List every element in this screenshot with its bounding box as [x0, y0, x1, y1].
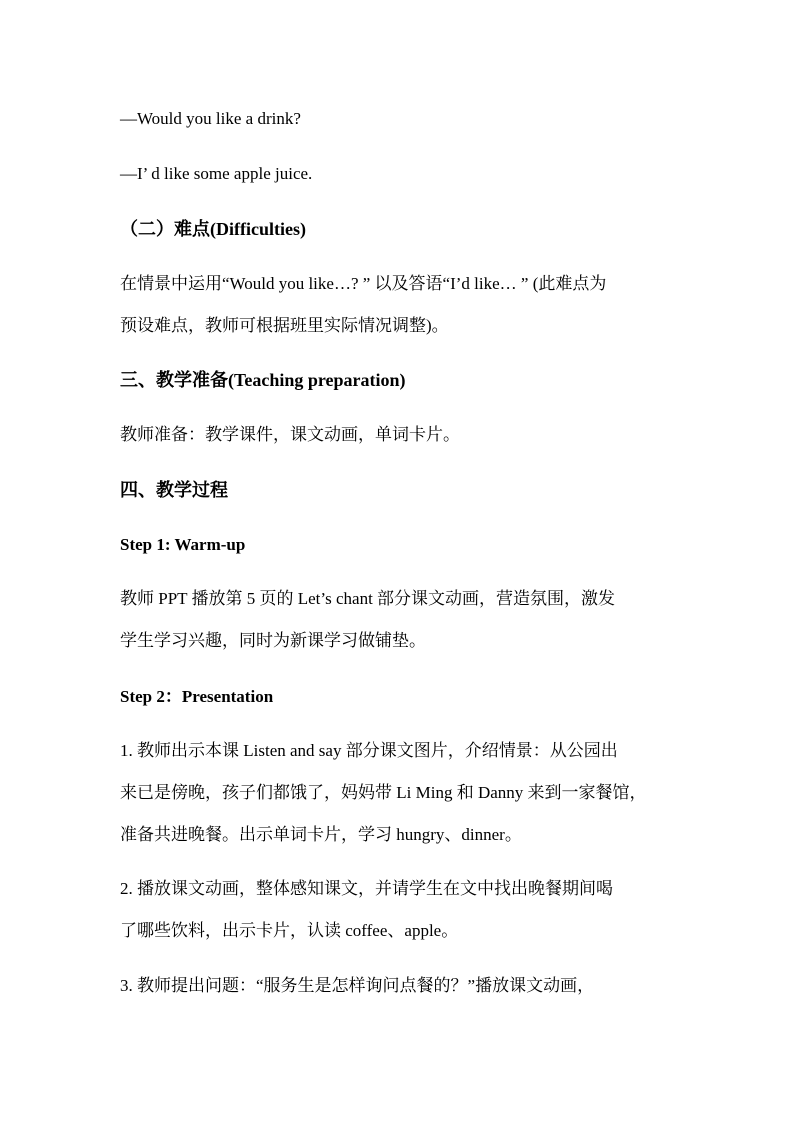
section-heading-difficulties: （二）难点(Difficulties) [120, 219, 306, 239]
paragraph-line: 3. 教师提出问题：“服务生是怎样询问点餐的？”播放课文动画， [120, 976, 595, 995]
paragraph-line: 教师准备：教学课件，课文动画，单词卡片。 [120, 425, 460, 444]
paragraph-line: 准备共进晚餐。出示单词卡片，学习 hungry、dinner。 [120, 825, 522, 844]
dialogue-answer: —I’ d like some apple juice. [120, 164, 313, 183]
step-heading-presentation: Step 2：Presentation [120, 687, 274, 706]
section-heading-teaching-preparation: 三、教学准备(Teaching preparation) [120, 370, 406, 390]
section-heading-teaching-process: 四、教学过程 [120, 480, 228, 500]
paragraph-line: 2. 播放课文动画，整体感知课文，并请学生在文中找出晚餐期间喝 [120, 879, 613, 898]
paragraph-line: 教师 PPT 播放第 5 页的 Let’s chant 部分课文动画，营造氛围，激发 [120, 589, 616, 608]
paragraph-line: 了哪些饮料，出示卡片，认读 coffee、apple。 [120, 921, 459, 940]
paragraph-line: 来已是傍晚，孩子们都饿了，妈妈带 Li Ming 和 Danny 来到一家餐馆， [120, 783, 647, 802]
paragraph-line: 在情景中运用“Would you like…? ” 以及答语“I’d like… ” (此难点为 [120, 274, 607, 293]
paragraph-line: 1. 教师出示本课 Listen and say 部分课文图片，介绍情景：从公园出 [120, 741, 618, 760]
paragraph-line: 学生学习兴趣，同时为新课学习做铺垫。 [120, 631, 426, 650]
dialogue-question: —Would you like a drink? [120, 109, 301, 128]
step-heading-warm-up: Step 1: Warm-up [120, 535, 246, 554]
paragraph-line: 预设难点，教师可根据班里实际情况调整)。 [120, 316, 449, 335]
